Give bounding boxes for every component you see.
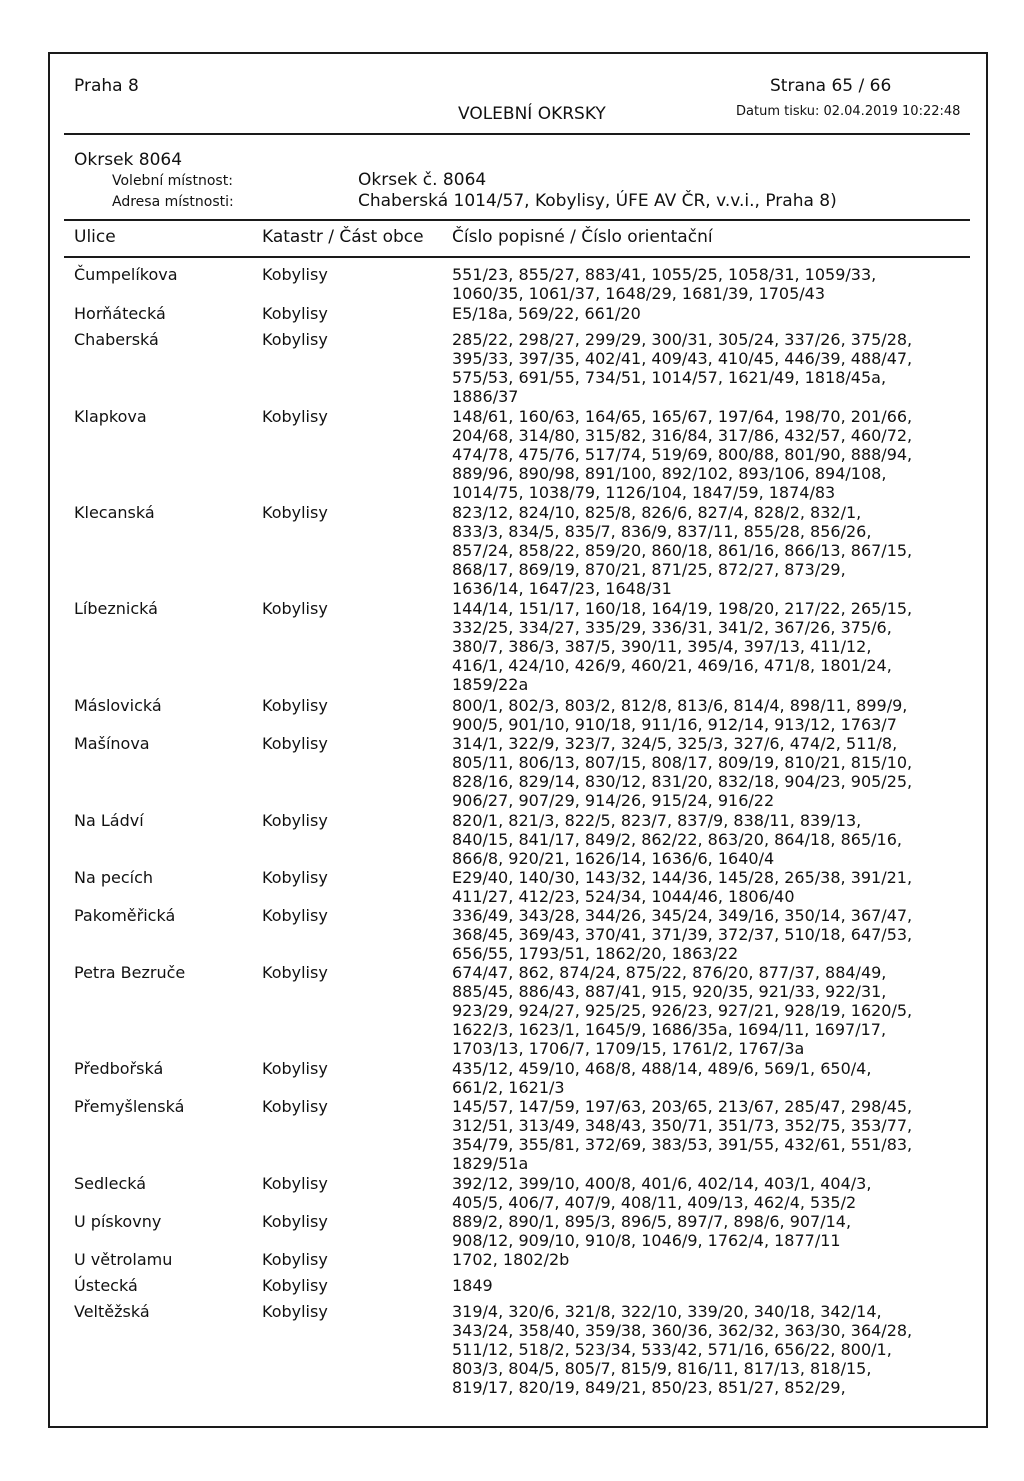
street-name: U pískovny [74,1212,162,1231]
street-name: Ústecká [74,1276,138,1295]
house-numbers: 1849 [452,1276,493,1295]
house-numbers: E5/18a, 569/22, 661/20 [452,304,641,323]
street-name: Líbeznická [74,599,158,618]
house-numbers: 285/22, 298/27, 299/29, 300/31, 305/24, 337/26, 375/28, 395/33, 397/35, 402/41, 409/43, 410/45, 446/39, 488/47, 575/53, 691/55, 734/51, 1014/57, 1621/49, 1818/45a, 1886/37 [452,330,913,406]
house-numbers: 336/49, 343/28, 344/26, 345/24, 349/16, 350/14, 367/47, 368/45, 369/43, 370/41, 371/39, 372/37, 510/18, 647/53, 656/55, 1793/51, 1862/20, 1863/22 [452,906,913,963]
column-header-street: Ulice [74,227,116,247]
street-name: Chaberská [74,330,159,349]
house-numbers: 435/12, 459/10, 468/8, 488/14, 489/6, 569/1, 650/4, 661/2, 1621/3 [452,1059,872,1097]
house-numbers: 319/4, 320/6, 321/8, 322/10, 339/20, 340/18, 342/14, 343/24, 358/40, 359/38, 360/36, 362/32, 363/30, 364/28, 511/12, 518/2, 523/34, 533/42, 571/16, 656/22, 800/1, 803/3, 804/5, 805/7, 815/9, 816/11, 817/13, 818/15, 819/17, 820/19, 849/21, 850/23, 851/27, 852/29, [452,1302,913,1397]
cadastre-name: Kobylisy [262,503,328,522]
house-numbers: 551/23, 855/27, 883/41, 1055/25, 1058/31, 1059/33, 1060/35, 1061/37, 1648/29, 1681/39, 1705/43 [452,265,877,303]
cadastre-name: Kobylisy [262,963,328,982]
street-name: Čumpelíkova [74,265,178,284]
document-title: VOLEBNÍ OKRSKY [458,104,606,124]
room-value: Okrsek č. 8064 [358,170,487,190]
cadastre-name: Kobylisy [262,1276,328,1295]
house-numbers: E29/40, 140/30, 143/32, 144/36, 145/28, 265/38, 391/21, 411/27, 412/23, 524/34, 1044/46, 1806/40 [452,868,913,906]
column-header-numbers: Číslo popisné / Číslo orientační [452,227,713,247]
street-name: Máslovická [74,696,162,715]
cadastre-name: Kobylisy [262,696,328,715]
street-name: Na pecích [74,868,154,887]
street-name: Klapkova [74,407,147,426]
cadastre-name: Kobylisy [262,906,328,925]
cadastre-name: Kobylisy [262,304,328,323]
cadastre-name: Kobylisy [262,1250,328,1269]
house-numbers: 823/12, 824/10, 825/8, 826/6, 827/4, 828/2, 832/1, 833/3, 834/5, 835/7, 836/9, 837/11, 855/28, 856/26, 857/24, 858/22, 859/20, 860/18, 861/16, 866/13, 867/15, 868/17, 869/19, 870/21, 871/25, 872/27, 873/29, 1636/14, 1647/23, 1648/31 [452,503,913,598]
district-heading: Okrsek 8064 [74,150,183,170]
house-numbers: 820/1, 821/3, 822/5, 823/7, 837/9, 838/11, 839/13, 840/15, 841/17, 849/2, 862/22, 863/20, 864/18, 865/16, 866/8, 920/21, 1626/14, 1636/6, 1640/4 [452,811,902,868]
street-name: Veltěžská [74,1302,150,1321]
address-value: Chaberská 1014/57, Kobylisy, ÚFE AV ČR, v.v.i., Praha 8) [358,191,837,211]
street-name: Horňátecká [74,304,166,323]
house-numbers: 1702, 1802/2b [452,1250,570,1269]
cadastre-name: Kobylisy [262,1174,328,1193]
cadastre-name: Kobylisy [262,407,328,426]
print-date: Datum tisku: 02.04.2019 10:22:48 [736,104,961,119]
street-name: Petra Bezruče [74,963,186,982]
street-name: Přemyšlenská [74,1097,185,1116]
cadastre-name: Kobylisy [262,811,328,830]
cadastre-name: Kobylisy [262,1059,328,1078]
address-label: Adresa místnosti: [112,194,234,210]
cadastre-name: Kobylisy [262,599,328,618]
street-name: Pakoměřická [74,906,176,925]
house-numbers: 144/14, 151/17, 160/18, 164/19, 198/20, 217/22, 265/15, 332/25, 334/27, 335/29, 336/31, 341/2, 367/26, 375/6, 380/7, 386/3, 387/5, 390/11, 395/4, 397/13, 411/12, 416/1, 424/10, 426/9, 460/21, 469/16, 471/8, 1801/24, 1859/22a [452,599,913,694]
page-number: Strana 65 / 66 [770,76,892,96]
cadastre-name: Kobylisy [262,1097,328,1116]
house-numbers: 145/57, 147/59, 197/63, 203/65, 213/67, 285/47, 298/45, 312/51, 313/49, 348/43, 350/71, 351/73, 352/75, 353/77, 354/79, 355/81, 372/69, 383/53, 391/55, 432/61, 551/83, 1829/51a [452,1097,913,1173]
street-name: Sedlecká [74,1174,147,1193]
house-numbers: 889/2, 890/1, 895/3, 896/5, 897/7, 898/6, 907/14, 908/12, 909/10, 910/8, 1046/9, 1762/4, 1877/11 [452,1212,852,1250]
house-numbers: 674/47, 862, 874/24, 875/22, 876/20, 877/37, 884/49, 885/45, 886/43, 887/41, 915, 920/35, 921/33, 922/31, 923/29, 924/27, 925/25, 926/23, 927/21, 928/19, 1620/5, 1622/3, 1623/1, 1645/9, 1686/35a, 1694/11, 1697/17, 1703/13, 1706/7, 1709/15, 1761/2, 1767/3a [452,963,913,1058]
street-name: Klecanská [74,503,155,522]
cadastre-name: Kobylisy [262,868,328,887]
header-city: Praha 8 [74,76,139,96]
street-name: Mašínova [74,734,150,753]
street-name: U větrolamu [74,1250,173,1269]
cadastre-name: Kobylisy [262,265,328,284]
house-numbers: 800/1, 802/3, 803/2, 812/8, 813/6, 814/4, 898/11, 899/9, 900/5, 901/10, 910/18, 911/16, 912/14, 913/12, 1763/7 [452,696,908,734]
cadastre-name: Kobylisy [262,1302,328,1321]
house-numbers: 314/1, 322/9, 323/7, 324/5, 325/3, 327/6, 474/2, 511/8, 805/11, 806/13, 807/15, 808/17, 809/19, 810/21, 815/10, 828/16, 829/14, 830/12, 831/20, 832/18, 904/23, 905/25, 906/27, 907/29, 914/26, 915/24, 916/22 [452,734,913,810]
cadastre-name: Kobylisy [262,330,328,349]
room-label: Volební místnost: [112,173,233,189]
street-name: Na Ládví [74,811,144,830]
street-name: Předbořská [74,1059,164,1078]
house-numbers: 148/61, 160/63, 164/65, 165/67, 197/64, 198/70, 201/66, 204/68, 314/80, 315/82, 316/84, 317/86, 432/57, 460/72, 474/78, 475/76, 517/74, 519/69, 800/88, 801/90, 888/94, 889/96, 890/98, 891/100, 892/102, 893/106, 894/108, 1014/75, 1038/79, 1126/104, 1847/59, 1874/83 [452,407,913,502]
column-header-cadastre: Katastr / Část obce [262,227,424,247]
cadastre-name: Kobylisy [262,734,328,753]
cadastre-name: Kobylisy [262,1212,328,1231]
house-numbers: 392/12, 399/10, 400/8, 401/6, 402/14, 403/1, 404/3, 405/5, 406/7, 407/9, 408/11, 409/13, 462/4, 535/2 [452,1174,872,1212]
